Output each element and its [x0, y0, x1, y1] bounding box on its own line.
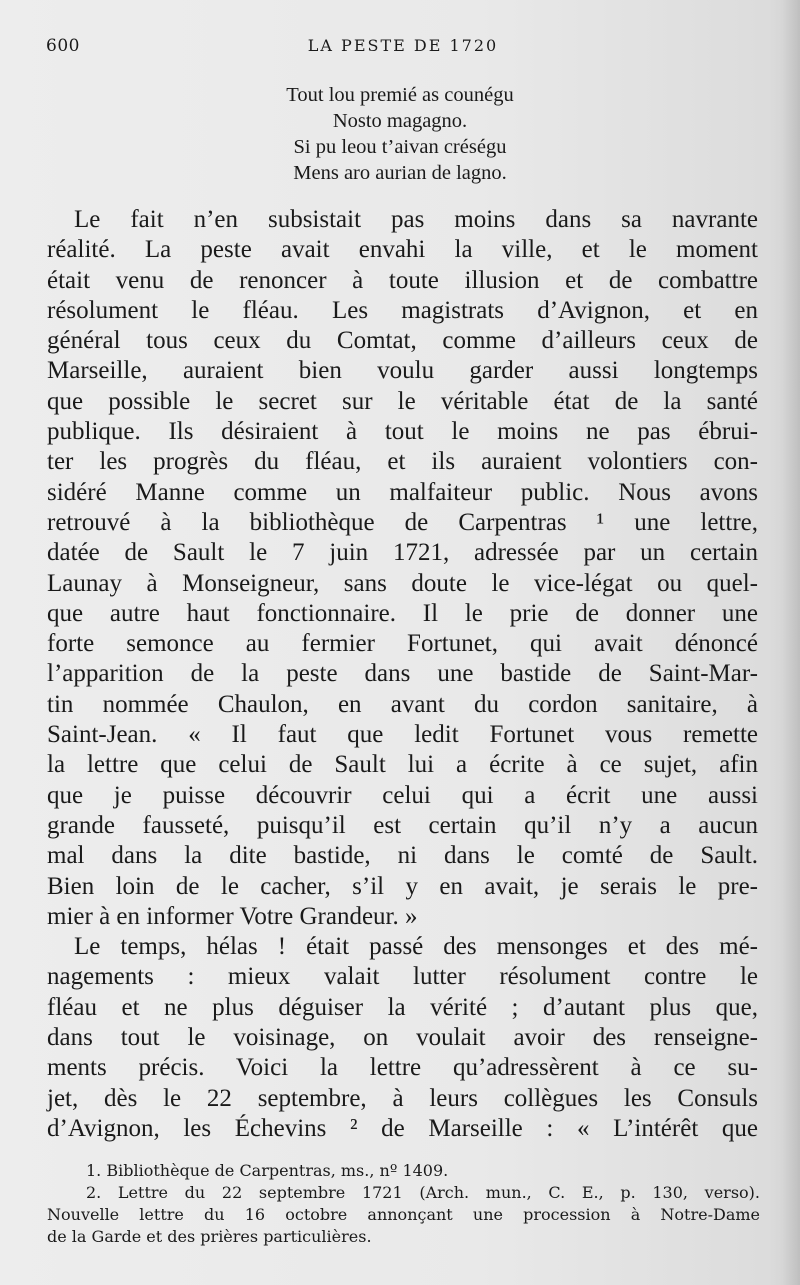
- body-line: que je puisse découvrir celui qui a écrit une aussi: [47, 781, 758, 809]
- body-line: que possible le secret sur le véritable état de la santé: [47, 387, 758, 415]
- body-line: dans tout le voisinage, on voulait avoir des renseigne-: [47, 1024, 758, 1052]
- body-line: mal dans la dite bastide, ni dans le comté de Sault.: [47, 842, 758, 870]
- body-line: fléau et ne plus déguiser la vérité ; d’autant plus que,: [47, 993, 758, 1021]
- page-edge-shadow: [782, 0, 800, 1285]
- body-line: Le fait n’en subsistait pas moins dans sa navrante: [74, 206, 758, 233]
- body-line: mier à en informer Votre Grandeur. »: [47, 902, 418, 930]
- footnote: 1. Bibliothèque de Carpentras, ms., nº 1409.: [86, 1161, 449, 1180]
- body-line: que autre haut fonctionnaire. Il le prie de donner une: [47, 599, 758, 627]
- body-line: nagements : mieux valait lutter résolument contre le: [47, 963, 758, 991]
- body-line: était venu de renoncer à toute illusion et de combattre: [47, 266, 758, 294]
- poem-line: Mens aro aurian de lagno.: [293, 162, 507, 184]
- body-line: ments précis. Voici la lettre qu’adressèrent à ce su-: [47, 1054, 758, 1082]
- body-line: d’Avignon, les Échevins ² de Marseille : « L’intérêt que: [47, 1114, 758, 1142]
- footnote-continuation: de la Garde et des prières particulières.: [47, 1227, 372, 1246]
- body-line: jet, dès le 22 septembre, à leurs collègues les Consuls: [47, 1084, 758, 1112]
- poem-line: Tout lou premié as counégu: [286, 84, 514, 106]
- body-line: datée de Sault le 7 juin 1721, adressée par un certain: [47, 539, 758, 567]
- body-line: tin nommée Chaulon, en avant du cordon sanitaire, à: [47, 690, 758, 718]
- poem-line: Si pu leou t’aivan créségu: [293, 136, 507, 158]
- body-line: Saint-Jean. « Il faut que ledit Fortunet vous remette: [47, 721, 758, 749]
- running-title: LA PESTE DE 1720: [307, 36, 499, 55]
- body-line: retrouvé à la bibliothèque de Carpentras ¹ une lettre,: [47, 508, 758, 536]
- body-line: publique. Ils désiraient à tout le moins ne pas ébrui-: [47, 418, 758, 446]
- body-line: général tous ceux du Comtat, comme d’ailleurs ceux de: [47, 327, 758, 355]
- body-line: Marseille, auraient bien voulu garder aussi longtemps: [47, 357, 758, 385]
- body-line: résolument le fléau. Les magistrats d’Avignon, et en: [47, 296, 758, 324]
- body-line: forte semonce au fermier Fortunet, qui avait dénoncé: [47, 630, 758, 658]
- footnote: 2. Lettre du 22 septembre 1721 (Arch. mun., C. E., p. 130, verso).: [86, 1183, 760, 1202]
- footnotes: [47, 1160, 760, 1248]
- body-line: Bien loin de le cacher, s’il y en avait, je serais le pre-: [47, 872, 758, 900]
- body-line: Launay à Monseigneur, sans doute le vice-légat ou quel-: [47, 569, 758, 597]
- poem-stanza: [0, 82, 800, 186]
- body-line: grande fausseté, puisqu’il est certain qu’il n’y a aucun: [47, 811, 758, 839]
- footnote-continuation: Nouvelle lettre du 16 octobre annonçant une procession à Notre-Dame: [47, 1205, 760, 1224]
- body-line: ter les progrès du fléau, et ils auraient volontiers con-: [47, 448, 758, 476]
- page-header: [46, 36, 760, 60]
- page-number: 600: [46, 36, 80, 56]
- body-text: [47, 205, 758, 1144]
- body-line: réalité. La peste avait envahi la ville, et le moment: [47, 236, 758, 264]
- body-line: l’apparition de la peste dans une bastide de Saint-Mar-: [47, 660, 758, 688]
- body-line: la lettre que celui de Sault lui a écrite à ce sujet, afin: [47, 751, 758, 779]
- body-line: sidéré Manne comme un malfaiteur public. Nous avons: [47, 478, 758, 506]
- poem-line: Nosto magagno.: [332, 110, 468, 132]
- body-line: Le temps, hélas ! était passé des mensonges et des mé-: [74, 933, 758, 961]
